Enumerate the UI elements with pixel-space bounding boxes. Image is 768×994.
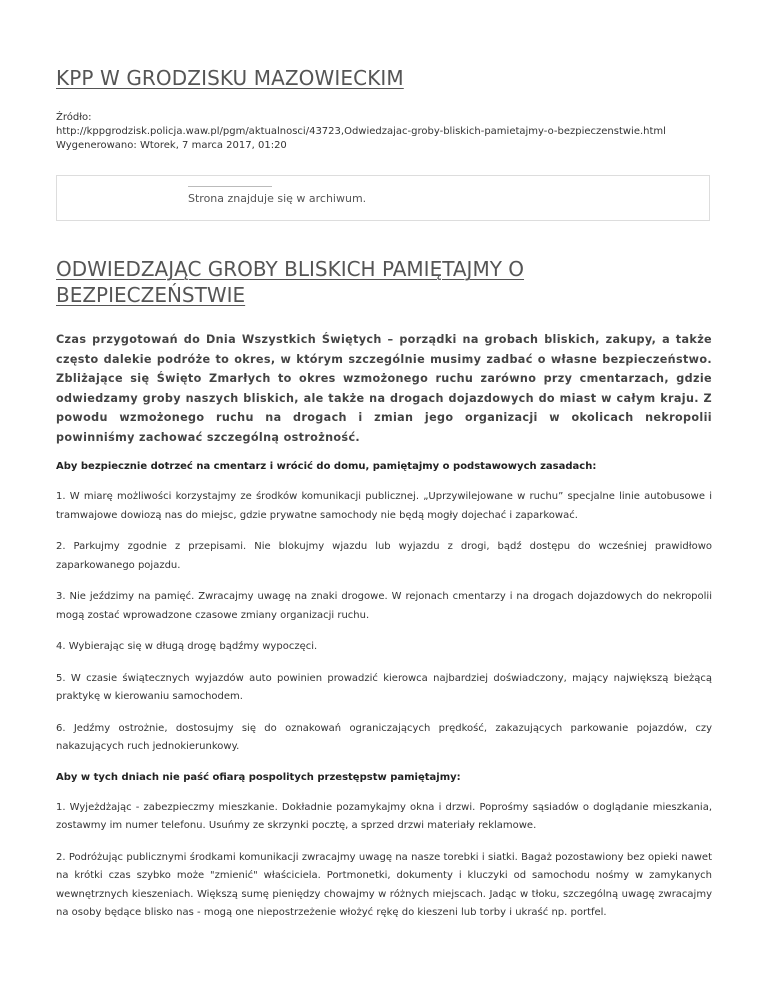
article-lead: Czas przygotowań do Dnia Wszystkich Świętych – porządki na grobach bliskich, zakupy, a także często dalekie podróże to okres, w którym szczególnie musimy zadbać o własne bezpieczeństwo. Zbliżające się Święto Zmarłych to okres wzmożonego ruchu zarówno przy cmentarzach, gdzie odwiedzamy groby naszych bliskich, ale także na drogach dojazdowych do miast w całym kraju. Z powodu wzmożonego ruchu na drogach i zmian jego organizacji w okolicach nekropolii powinniśmy zachować szczególną ostrożność. [56,333,712,444]
section-heading-road-safety: Aby bezpiecznie dotrzeć na cmentarz i wrócić do domu, pamiętajmy o podstawowych zasadach: [56,461,597,472]
article-title[interactable]: ODWIEDZAJĄC GROBY BLISKICH PAMIĘTAJMY O BEZPIECZEŃSTWIE [56,257,525,307]
archive-divider [188,186,272,187]
source-label: Źródło: [56,112,92,123]
rule-item: 1. W miarę możliwości korzystajmy ze środków komunikacji publicznej. „Uprzywilejowane w ruchu” specjalne linie autobusowe i tramwajowe dowiozą nas do miejsc, gdzie prywatne samochody nie będą mogły dojechać i zaparkować. [56,491,712,521]
tip-item: 1. Wyjeżdżając - zabezpieczmy mieszkanie. Dokładnie pozamykajmy okna i drzwi. Poprośmy sąsiadów o doglądanie mieszkania, zostawmy im numer telefonu. Usuńmy ze skrzynki pocztę, a sprzed drzwi materiały reklamowe. [56,801,712,831]
archive-notice: Strona znajduje się w archiwum. [188,192,367,205]
rule-item: 6. Jedźmy ostrożnie, dostosujmy się do oznakowań ograniczających prędkość, zakazujących parkowanie pojazdów, czy nakazujących ruch jednokierunkowy. [56,722,712,752]
generated-date: Wygenerowano: Wtorek, 7 marca 2017, 01:20 [56,140,287,151]
tip-item: 2. Podróżując publicznymi środkami komunikacji zwracajmy uwagę na nasze torebki i siatki. Bagaż pozostawiony bez opieki nawet na krótki czas szybko może "zmienić" właściciela. Portmonetki, dokumenty i kluczyki od samochodu nośmy w zamykanych wewnętrznych kieszeniach. Większą sumę pieniędzy chowajmy w różnych miejscach. Jadąc w tłoku, szczególną uwagę zwracajmy na osoby będące blisko nas - mogą one niepostrzeżenie włożyć rękę do kieszeni lub torby i ukraść np. portfel. [56,851,712,918]
section-heading-crime-prevention: Aby w tych dniach nie paść ofiarą pospolitych przestępstw pamiętajmy: [56,771,461,783]
article-body [56,330,712,923]
rule-item: 5. W czasie świątecznych wyjazdów auto powinien prowadzić kierowca najbardziej doświadczony, mający największą bieżącą praktykę w kierowaniu samochodem. [56,672,712,702]
source-url: http://kppgrodzisk.policja.waw.pl/pgm/aktualnosci/43723,Odwiedzajac-groby-bliskich-pamietajmy-o-bezpieczenstwie.html [56,126,666,137]
rule-item: 4. Wybierając się w długą drogę bądźmy wypoczęci. [56,641,318,652]
source-meta [56,111,666,153]
site-title[interactable]: KPP W GRODZISKU MAZOWIECKIM [56,66,404,90]
rule-item: 3. Nie jeździmy na pamięć. Zwracajmy uwagę na znaki drogowe. W rejonach cmentarzy i na drogach dojazdowych do nekropolii mogą zostać wprowadzone czasowe zmiany organizacji ruchu. [56,591,712,621]
rule-item: 2. Parkujmy zgodnie z przepisami. Nie blokujmy wjazdu lub wyjazdu z drogi, bądź dostępu do wcześniej prawidłowo zaparkowanego pojazdu. [56,541,712,571]
archive-notice-box [56,175,710,221]
